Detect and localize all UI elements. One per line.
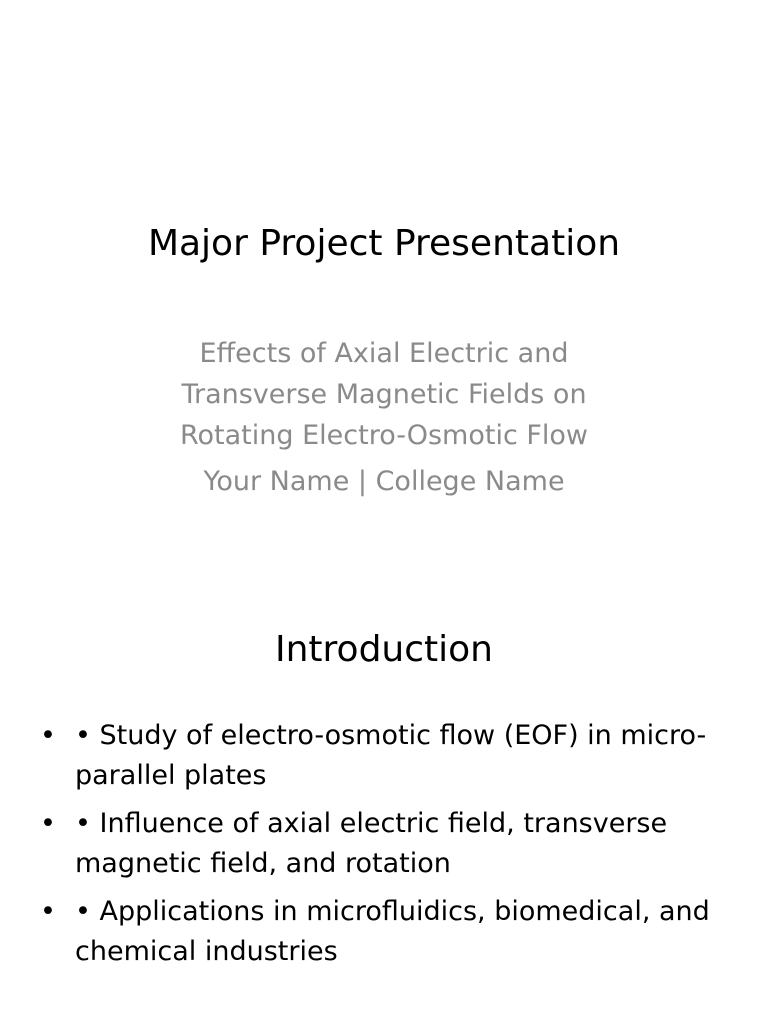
bullet-text: • Applications in microfluidics, biomedical, and chemical industries	[75, 896, 710, 967]
bullet-marker: •	[40, 896, 56, 927]
subtitle-line: Effects of Axial Electric and	[199, 338, 569, 369]
slide-subtitle	[120, 333, 648, 456]
bullet-marker: •	[40, 808, 56, 839]
bullet-list	[40, 716, 730, 980]
subtitle-line: Transverse Magnetic Fields on	[181, 379, 587, 410]
slide-title: Introduction	[274, 629, 493, 670]
list-item	[40, 892, 730, 972]
introduction-slide	[0, 576, 768, 1024]
bullet-text: • Study of electro-osmotic flow (EOF) in micro-parallel plates	[75, 720, 707, 791]
slide-title: Major Project Presentation	[147, 223, 621, 264]
list-item	[40, 804, 730, 884]
bullet-text: • Influence of axial electric field, transverse magnetic field, and rotation	[75, 808, 668, 879]
list-item	[40, 716, 730, 796]
subtitle-line: Rotating Electro-Osmotic Flow	[179, 420, 589, 451]
bullet-marker: •	[40, 720, 56, 751]
author-byline: Your Name | College Name	[203, 466, 565, 497]
